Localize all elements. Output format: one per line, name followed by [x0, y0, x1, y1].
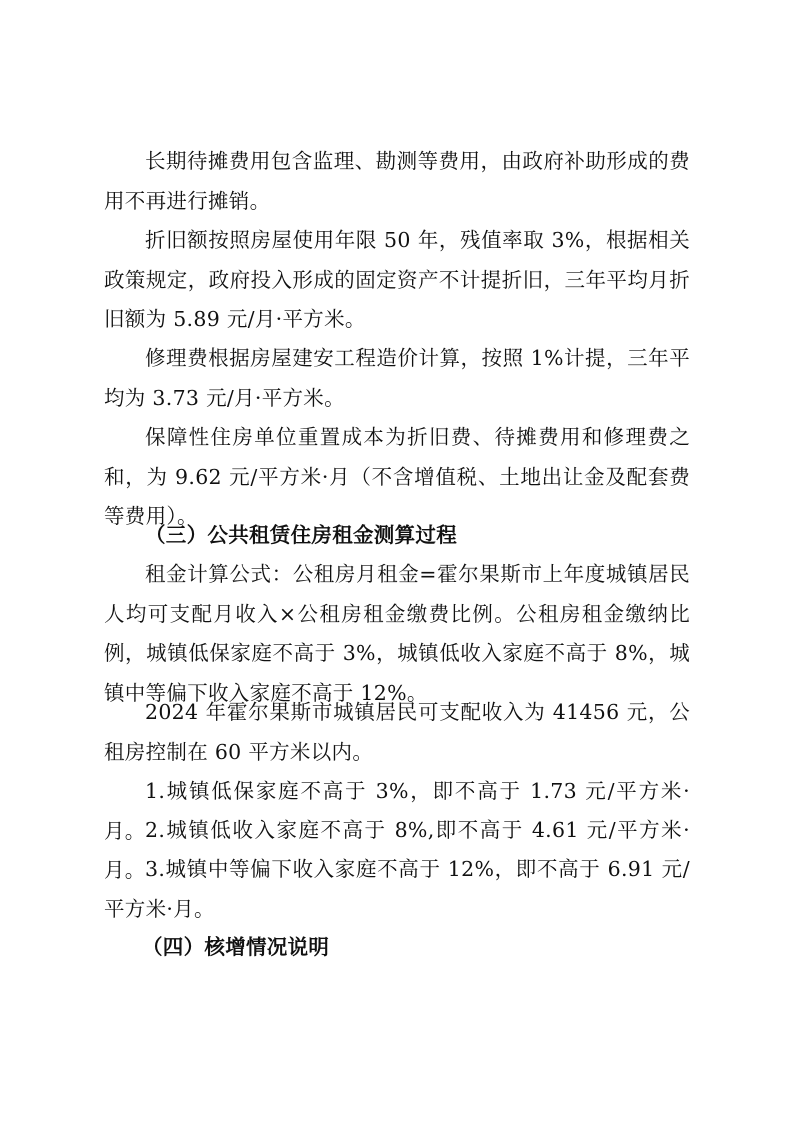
list-item-low-income-guarantee: 1.城镇低保家庭不高于 3%，即不高于 1.73 元/平方米·月。 — [104, 779, 690, 843]
paragraph-depreciation: 折旧额按照房屋使用年限 50 年，残值率取 3%，根据相关政策规定，政府投入形成的固定资产不计提折旧，三年平均月折旧额为 5.89 元/月·平方米。 — [104, 228, 690, 331]
paragraph-replacement-cost: 保障性住房单位重置成本为折旧费、待摊费用和修理费之和，为 9.62 元/平方米·月（不含增值税、土地出让金及配套费等费用）。 — [104, 425, 690, 528]
paragraph-repair-cost: 修理费根据房屋建安工程造价计算，按照 1%计提，三年平均为 3.73 元/月·平方米。 — [104, 346, 690, 410]
section-heading-rent-calculation: （三）公共租赁住房租金测算过程 — [145, 523, 457, 547]
section-heading-increase-explanation: （四）核增情况说明 — [142, 935, 330, 959]
paragraph-disposable-income: 2024 年霍尔果斯市城镇居民可支配收入为 41456 元，公租房控制在 60 平方米以内。 — [104, 700, 690, 764]
list-item-low-income: 2.城镇低收入家庭不高于 8%,即不高于 4.61 元/平方米·月。 — [104, 818, 690, 882]
paragraph-rent-formula: 租金计算公式：公租房月租金=霍尔果斯市上年度城镇居民人均可支配月收入×公租房租金缴费比例。公租房租金缴纳比例，城镇低保家庭不高于 3%，城镇低收入家庭不高于 8%，城镇中等偏下收入家庭不高于 12%。 — [104, 562, 690, 705]
paragraph-deferred-expenses: 长期待摊费用包含监理、勘测等费用，由政府补助形成的费用不再进行摊销。 — [104, 149, 690, 213]
list-item-lower-middle-income: 3.城镇中等偏下收入家庭不高于 12%，即不高于 6.91 元/平方米·月。 — [104, 857, 690, 921]
